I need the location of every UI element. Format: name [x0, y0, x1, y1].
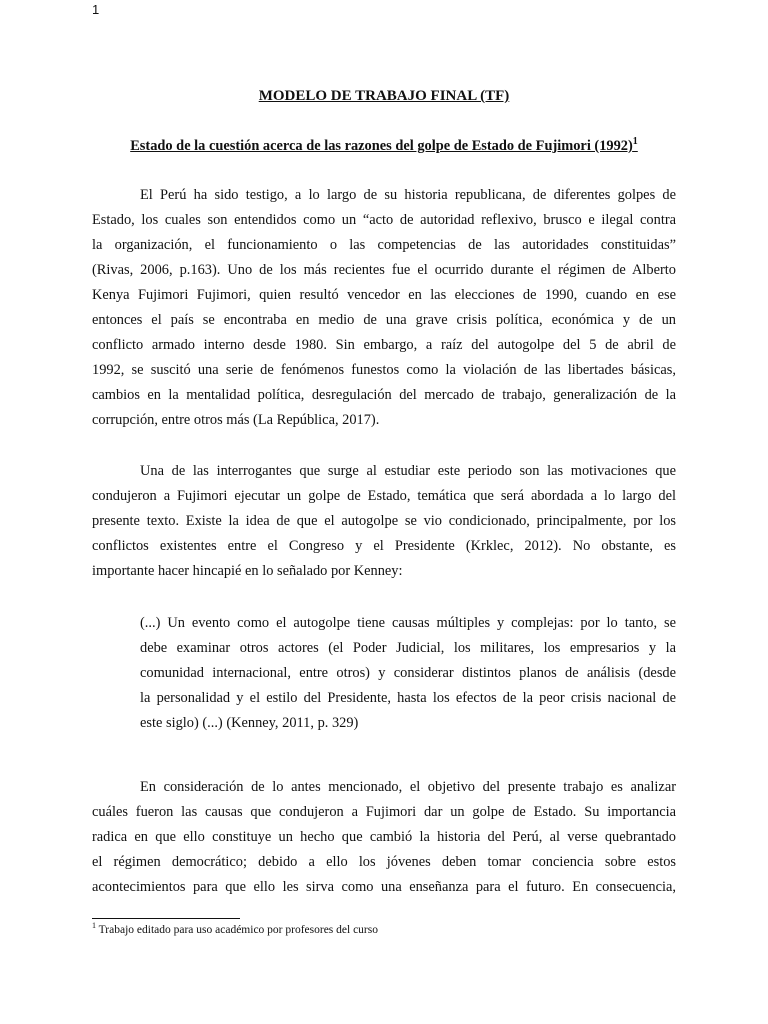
text-line: corrupción, entre otros más (La República, 2017). — [92, 412, 380, 428]
text-line: radica en que ello constituye un hecho que cambió la historia del Perú, al verse quebrantado — [92, 829, 676, 845]
text-line: (...) Un evento como el autogolpe tiene causas múltiples y complejas: por lo tanto, se — [140, 615, 676, 631]
text-line: la organización, el funcionamiento o las competencias de las autoridades constituidas” — [92, 237, 676, 253]
paragraph-objective — [92, 775, 676, 900]
footnote-text: Trabajo editado para uso académico por profesores del curso — [98, 923, 378, 936]
paragraph-question — [92, 459, 676, 584]
text-line: cuáles fueron las causas que condujeron a Fujimori dar un golpe de Estado. Su importancia — [92, 804, 676, 820]
text-line: importante hacer hincapié en lo señalado por Kenney: — [92, 563, 403, 579]
footnote-rule — [92, 918, 240, 919]
text-line: conflicto armado interno desde 1980. Sin embargo, a raíz del autogolpe del 5 de abril de — [92, 337, 676, 353]
block-quote — [140, 611, 676, 736]
text-line: En consideración de lo antes mencionado, el objetivo del presente trabajo es analizar — [140, 779, 676, 795]
text-line: 1992, se suscitó una serie de fenómenos funestos como la violación de las libertades básicas, — [92, 362, 676, 378]
text-line: presente texto. Existe la idea de que el autogolpe se vio condicionado, principalmente, por los — [92, 513, 676, 529]
text-line: conflictos existentes entre el Congreso y el Presidente (Krklec, 2012). No obstante, es — [92, 538, 676, 554]
text-line: Una de las interrogantes que surge al estudiar este periodo son las motivaciones que — [140, 463, 676, 479]
footnote — [92, 921, 378, 936]
text-line: el régimen democrático; debido a ello los jóvenes deben tomar conciencia sobre estos — [92, 854, 676, 870]
document-title: MODELO DE TRABAJO FINAL (TF) — [258, 88, 510, 104]
subtitle-text: Estado de la cuestión acerca de las razones del golpe de Estado de Fujimori (1992) — [130, 137, 633, 154]
page-number: 1 — [92, 2, 100, 17]
text-line: (Rivas, 2006, p.163). Uno de los más recientes fue el ocurrido durante el régimen de Alberto — [92, 262, 676, 278]
text-line: entonces el país se encontraba en medio de una grave crisis política, económica y de un — [92, 312, 676, 328]
text-line: comunidad internacional, entre otros) y considerar distintos planos de análisis (desde — [140, 665, 676, 681]
paragraph-intro — [92, 183, 676, 433]
text-line: este siglo) (...) (Kenney, 2011, p. 329) — [140, 715, 359, 731]
text-line: El Perú ha sido testigo, a lo largo de su historia republicana, de diferentes golpes de — [140, 187, 676, 203]
text-line: debe examinar otros actores (el Poder Judicial, los militares, los empresarios y la — [140, 640, 676, 656]
text-line: Kenya Fujimori Fujimori, quien resultó vencedor en las elecciones de 1990, cuando en ese — [92, 287, 676, 303]
document-subtitle — [0, 136, 768, 155]
footnote-ref: 1 — [632, 136, 638, 147]
text-line: la personalidad y el estilo del Presidente, hasta los efectos de la peor crisis nacional de — [140, 690, 676, 706]
footnote-marker: 1 — [92, 921, 96, 930]
text-line: condujeron a Fujimori ejecutar un golpe de Estado, temática que será abordada a lo largo del — [92, 488, 676, 504]
text-line: acontecimientos para que ello les sirva como una enseñanza para el futuro. En consecuencia, — [92, 879, 676, 895]
text-line: cambios en la mentalidad política, desregulación del mercado de trabajo, generalización de la — [92, 387, 676, 403]
text-line: Estado, los cuales son entendidos como un “acto de autoridad reflexivo, brusco e ilegal contra — [92, 212, 676, 228]
